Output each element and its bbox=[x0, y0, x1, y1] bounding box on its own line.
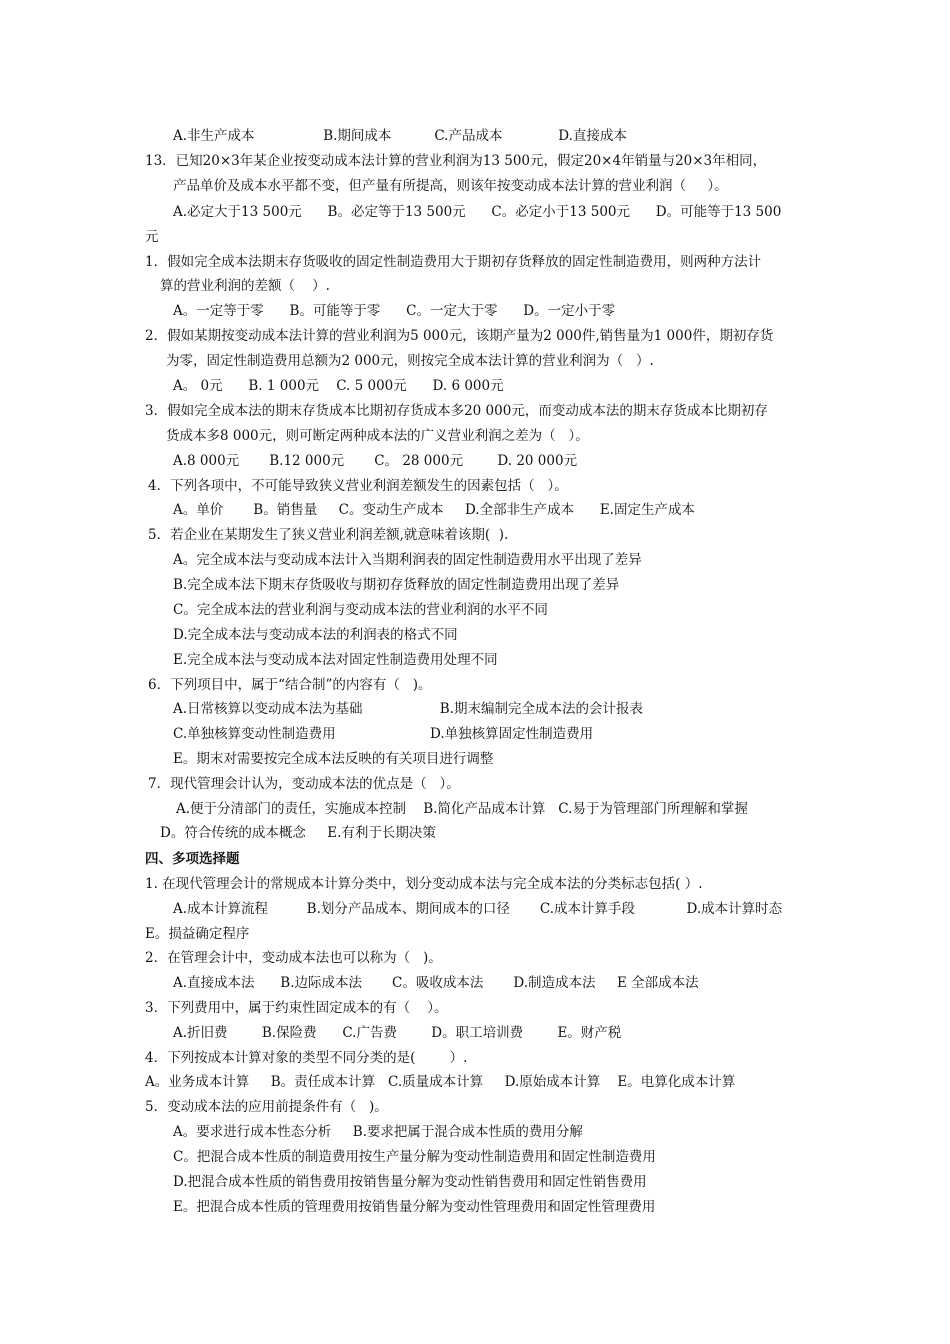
text-line: 元 bbox=[145, 229, 159, 245]
text-line: A.8 000元 B.12 000元 C。 28 000元 D. 20 000元 bbox=[173, 453, 578, 469]
text-line: A.日常核算以变动成本法为基础 B.期末编制完全成本法的会计报表 bbox=[173, 701, 643, 717]
text-line: E.完全成本法与变动成本法对固定性制造费用处理不同 bbox=[173, 652, 498, 668]
text-line: A.折旧费 B.保险费 C.广告费 D。职工培训费 E。财产税 bbox=[173, 1025, 622, 1041]
text-line: A.便于分清部门的责任，实施成本控制 B.简化产品成本计算 C.易于为管理部门所理解和掌握 bbox=[176, 801, 748, 817]
text-line: A.非生产成本 B.期间成本 C.产品成本 D.直接成本 bbox=[173, 128, 627, 144]
text-line: A。要求进行成本性态分析 B.要求把属于混合成本性质的费用分解 bbox=[173, 1124, 583, 1140]
text-line: 1. 在现代管理会计的常规成本计算分类中，划分变动成本法与完全成本法的分类标志包括( ）. bbox=[145, 876, 703, 892]
text-line: 7．现代管理会计认为，变动成本法的优点是（ ）。 bbox=[148, 776, 460, 792]
text-line: E。损益确定程序 bbox=[145, 926, 250, 942]
text-line: 13．已知20×3年某企业按变动成本法计算的营业利润为13 500元，假定20×4年销量与20×3年相同， bbox=[145, 153, 767, 169]
text-line: C.单独核算变动性制造费用 D.单独核算固定性制造费用 bbox=[173, 726, 594, 742]
text-line: A.必定大于13 500元 B。必定等于13 500元 C。必定小于13 500元 D。可能等于13 500 bbox=[173, 204, 782, 220]
text-line: A。完全成本法与变动成本法计入当期利润表的固定性制造费用水平出现了差异 bbox=[173, 552, 642, 568]
text-line: A。业务成本计算 B。责任成本计算 C.质量成本计算 D.原始成本计算 E。电算化成本计算 bbox=[145, 1074, 736, 1090]
text-line: 产品单价及成本水平都不变，但产量有所提高，则该年按变动成本法计算的营业利润（ ）。 bbox=[173, 178, 728, 194]
text-line: A。单价 B。销售量 C。变动生产成本 D.全部非生产成本 E.固定生产成本 bbox=[173, 502, 695, 518]
text-line: E。期末对需要按完全成本法反映的有关项目进行调整 bbox=[173, 751, 494, 767]
text-line: 2．假如某期按变动成本法计算的营业利润为5 000元，该期产量为2 000件,销售量为1 000件，期初存货 bbox=[145, 328, 774, 344]
text-line: 5．若企业在某期发生了狭义营业利润差额,就意味着该期( ). bbox=[148, 527, 509, 543]
text-line: 3．下列费用中，属于约束性固定成本的有（ ）。 bbox=[145, 1000, 448, 1016]
text-line: 为零，固定性制造费用总额为2 000元，则按完全成本法计算的营业利润为（ ）. bbox=[166, 353, 654, 369]
text-line: C。完全成本法的营业利润与变动成本法的营业利润的水平不同 bbox=[173, 602, 548, 618]
text-line: D。符合传统的成本概念 E.有利于长期决策 bbox=[160, 825, 436, 841]
text-line: 5．变动成本法的应用前提条件有（ )。 bbox=[145, 1099, 388, 1115]
text-line: E。把混合成本性质的管理费用按销售量分解为变动性管理费用和固定性管理费用 bbox=[173, 1199, 656, 1215]
text-line: A。一定等于零 B。可能等于零 C。一定大于零 D。一定小于零 bbox=[173, 303, 616, 319]
text-line: A.直接成本法 B.边际成本法 C。吸收成本法 D.制造成本法 E 全部成本法 bbox=[173, 975, 699, 991]
text-line: 4．下列按成本计算对象的类型不同分类的是( ）. bbox=[145, 1050, 468, 1066]
text-line: A。 0元 B. 1 000元 C. 5 000元 D. 6 000元 bbox=[173, 378, 504, 394]
text-line: 2．在管理会计中，变动成本法也可以称为（ )。 bbox=[145, 950, 442, 966]
text-line: B.完全成本法下期末存货吸收与期初存货释放的固定性制造费用出现了差异 bbox=[173, 577, 620, 593]
text-line: D.完全成本法与变动成本法的利润表的格式不同 bbox=[173, 627, 458, 643]
text-line: 4．下列各项中，不可能导致狭义营业利润差额发生的因素包括（ ）。 bbox=[148, 478, 568, 494]
text-line: A.成本计算流程 B.划分产品成本、期间成本的口径 C.成本计算手段 D.成本计算时态 bbox=[173, 901, 783, 917]
section-heading: 四、多项选择题 bbox=[145, 851, 240, 867]
text-line: 3．假如完全成本法的期末存货成本比期初存货成本多20 000元，而变动成本法的期末存货成本比期初存 bbox=[145, 403, 768, 419]
text-line: 6．下列项目中，属于“结合制”的内容有（ )。 bbox=[148, 677, 432, 693]
text-line: 1．假如完全成本法期末存货吸收的固定性制造费用大于期初存货释放的固定性制造费用，则两种方法计 bbox=[145, 254, 762, 270]
text-line: C。把混合成本性质的制造费用按生产量分解为变动性制造费用和固定性制造费用 bbox=[173, 1149, 656, 1165]
text-line: 货成本多8 000元，则可断定两种成本法的广义营业利润之差为（ ）。 bbox=[166, 428, 589, 444]
text-line: 算的营业利润的差额（ ）. bbox=[160, 278, 330, 294]
text-line: D.把混合成本性质的销售费用按销售量分解为变动性销售费用和固定性销售费用 bbox=[173, 1174, 647, 1190]
